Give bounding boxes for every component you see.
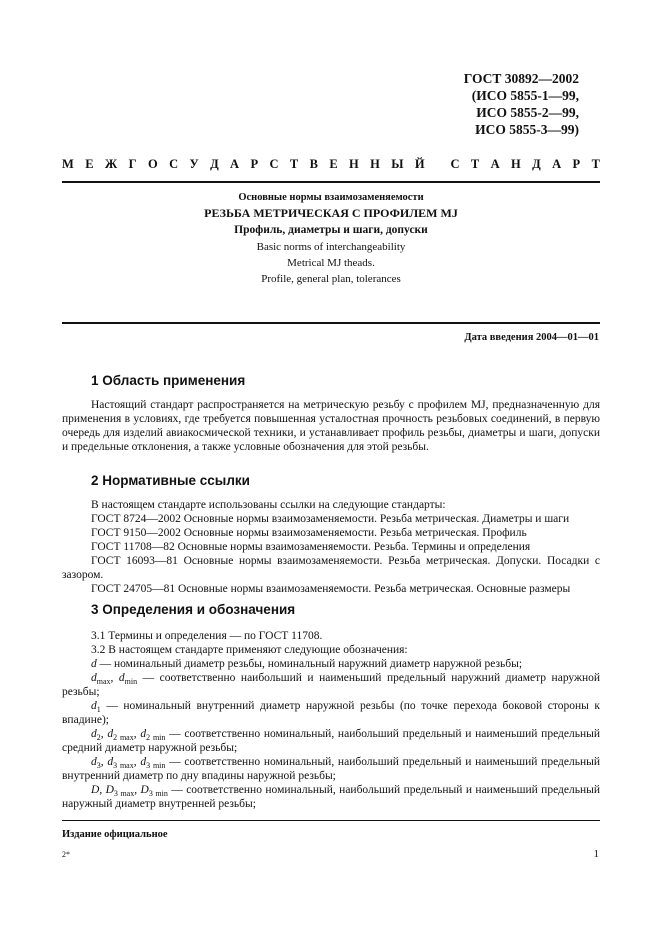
title-sub: Профиль, диаметры и шаги, допуски bbox=[234, 224, 428, 236]
banner-letter: Д bbox=[532, 157, 541, 171]
definition-d: d — номинальный диаметр резьбы, номинальный наружний диаметр наружной резьбы; bbox=[91, 658, 523, 670]
section-heading: 3 Определения и обозначения bbox=[91, 602, 296, 617]
definition-dmax: $d_{max}$, $d_{min}$ — соответственно наибольший и наименьший предельный наружний диаметр наружной резьбы; bbox=[62, 672, 601, 698]
definition-d2: $d_2$, $d_{2 max}$, $d_{2 min}$ — соответственно номинальный, наибольший предельный и наименьший предельный средний диаметр наружной резьбы; bbox=[62, 728, 601, 754]
divider bbox=[62, 820, 600, 821]
banner-letter: С bbox=[169, 157, 179, 171]
reference-item: ГОСТ 24705—81 Основные нормы взаимозаменяемости. Резьба метрическая. Основные размеры bbox=[91, 583, 571, 595]
title-en-3: Profile, general plan, tolerances bbox=[261, 273, 401, 285]
banner-letter: Е bbox=[329, 157, 338, 171]
title-en-2: Metrical MJ theads. bbox=[287, 257, 375, 269]
banner-letter: Р bbox=[250, 157, 259, 171]
banner-letter: Ы bbox=[391, 157, 404, 171]
banner-letter: Г bbox=[128, 157, 137, 171]
gost-designation bbox=[464, 70, 579, 138]
banner-letter: Н bbox=[370, 157, 380, 171]
banner-letter: Т bbox=[289, 157, 299, 171]
banner-letter: Й bbox=[414, 157, 425, 171]
title-en-1: Basic norms of interchangeability bbox=[256, 241, 406, 253]
title-block bbox=[62, 191, 600, 287]
reference-item: ГОСТ 16093—81 Основные нормы взаимозаменяемости. Резьба метрическая. Допуски. Посадки с зазором. bbox=[62, 555, 600, 581]
title-main: РЕЗЬБА МЕТРИЧЕСКАЯ С ПРОФИЛЕМ MJ bbox=[204, 206, 458, 220]
banner-letter: Д bbox=[210, 157, 219, 171]
gost-line: ИСО 5855-2—99, bbox=[476, 105, 579, 120]
section-heading: 2 Нормативные ссылки bbox=[91, 473, 250, 488]
divider bbox=[62, 322, 600, 324]
banner-letter: А bbox=[490, 157, 500, 171]
banner-letter: Ж bbox=[104, 157, 118, 171]
section-text bbox=[62, 498, 600, 596]
divider bbox=[62, 181, 600, 183]
banner-letter: С bbox=[450, 157, 460, 171]
paragraph: В настоящем стандарте использованы ссылки на следующие стандарты: bbox=[91, 499, 446, 511]
paragraph: 3.1 Термины и определения — по ГОСТ 11708. bbox=[91, 630, 323, 642]
standard-type-banner bbox=[62, 157, 600, 172]
definition-D: D, $D_{3 max}$, $D_{3 min}$ — соответственно номинальный, наибольший предельный и наименьший предельный наружный диаметр внутренней резьбы; bbox=[62, 784, 601, 810]
section-heading: 1 Область применения bbox=[91, 373, 246, 388]
edition-note: Издание официальное bbox=[62, 829, 168, 840]
gost-line: ГОСТ 30892—2002 bbox=[463, 71, 579, 86]
banner-letter bbox=[436, 157, 439, 172]
banner-letter: Н bbox=[349, 157, 359, 171]
title-group: Основные нормы взаимозаменяемости bbox=[238, 192, 424, 203]
page-number: 1 bbox=[593, 848, 599, 860]
banner-letter: С bbox=[269, 157, 279, 171]
banner-letter: У bbox=[189, 157, 199, 171]
section-text bbox=[62, 629, 600, 811]
banner-letter: М bbox=[62, 157, 74, 171]
banner-letter: О bbox=[147, 157, 158, 171]
banner-letter: А bbox=[230, 157, 240, 171]
section-text bbox=[62, 398, 600, 454]
gost-line: (ИСО 5855-1—99, bbox=[471, 88, 579, 103]
gost-line: ИСО 5855-3—99) bbox=[475, 122, 579, 137]
banner-letter: Е bbox=[85, 157, 94, 171]
paragraph: Настоящий стандарт распространяется на метрическую резьбу с профилем MJ, предназначенную для применения в условиях, где требуется повышенная усталостная прочность резьбовых соединений, в первую очередь для изделий авиакосмической техники, и устанавливает профиль резьбы, диаметры и шаги, допуски и предельные отклонения, а также условные обозначения для этой резьбы. bbox=[62, 399, 600, 453]
banner-letter: Т bbox=[591, 157, 600, 171]
reference-item: ГОСТ 11708—82 Основные нормы взаимозаменяемости. Резьба. Термины и определения bbox=[91, 541, 531, 553]
introduction-date: Дата введения 2004—01—01 bbox=[464, 332, 599, 343]
banner-letter: Т bbox=[470, 157, 480, 171]
print-mark: 2* bbox=[62, 850, 70, 859]
reference-item: ГОСТ 8724—2002 Основные нормы взаимозаменяемости. Резьба метрическая. Диаметры и шаги bbox=[91, 513, 570, 525]
banner-letter: Н bbox=[511, 157, 521, 171]
banner-letter: Р bbox=[572, 157, 581, 171]
definition-d3: $d_3$, $d_{3 max}$, $d_{3 min}$ — соответственно номинальный, наибольший предельный и наименьший предельный внутренний диаметр по дну впадины наружной резьбы; bbox=[62, 756, 601, 782]
paragraph: 3.2 В настоящем стандарте применяют следующие обозначения: bbox=[91, 644, 408, 656]
definition-d1: $d_1$ — номинальный внутренний диаметр наружной резьбы (по точке перехода боковой стороны к впадине); bbox=[62, 700, 600, 726]
banner-letter: В bbox=[309, 157, 318, 171]
reference-item: ГОСТ 9150—2002 Основные нормы взаимозаменяемости. Резьба метрическая. Профиль bbox=[91, 527, 527, 539]
banner-letter: А bbox=[552, 157, 562, 171]
